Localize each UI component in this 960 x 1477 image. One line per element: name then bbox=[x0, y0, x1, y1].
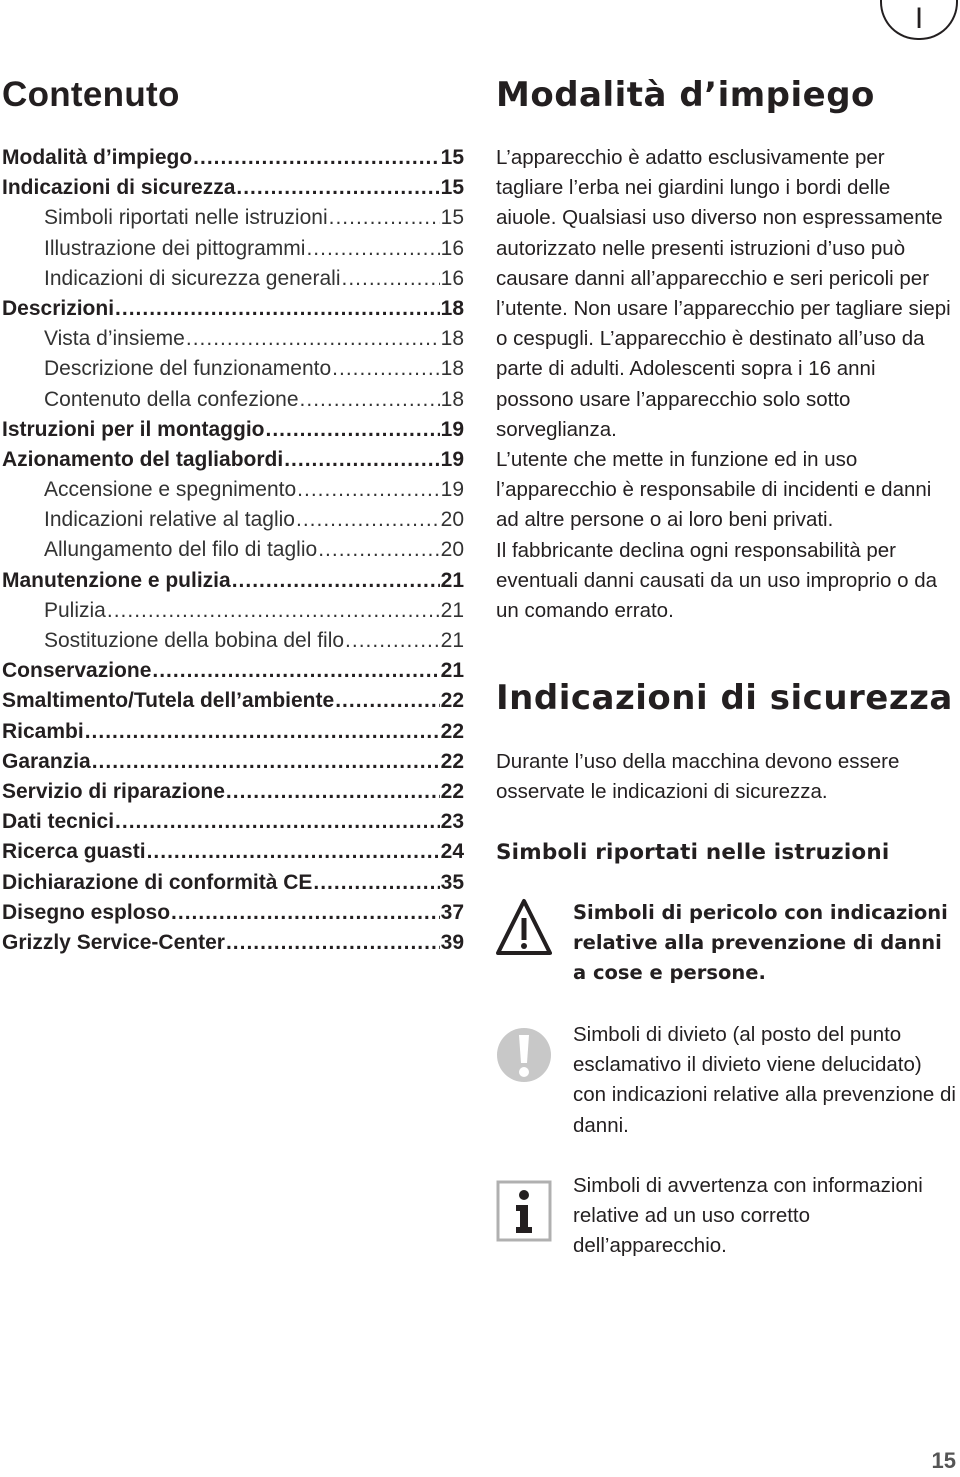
toc-entry-page: 18 bbox=[440, 296, 464, 320]
toc-entry bbox=[2, 475, 464, 505]
toc-entry bbox=[2, 173, 464, 203]
symbol-info-text: Simboli di avvertenza con informazioni relative ad un uso corretto dell’apparecchio. bbox=[573, 1174, 923, 1258]
toc-entry bbox=[2, 656, 464, 686]
toc-entry-page: 15 bbox=[440, 206, 464, 230]
toc-entry-label: Pulizia bbox=[44, 598, 106, 622]
usage-title: Modalità d’impiego bbox=[496, 75, 875, 115]
usage-disclaimer-paragraph: Il fabbricante declina ogni responsabilità per eventuali danni causati da un uso improprio o da un comando errato. bbox=[496, 539, 938, 623]
toc-entry-page: 23 bbox=[440, 810, 464, 834]
toc-leader-dots bbox=[297, 475, 439, 505]
toc-entry-page: 20 bbox=[440, 508, 464, 532]
toc-leader-dots bbox=[266, 415, 440, 445]
toc-leader-dots bbox=[236, 173, 439, 203]
toc-entry-page: 22 bbox=[440, 779, 464, 803]
toc-entry-label: Conservazione bbox=[2, 659, 152, 683]
toc-entry-label: Disegno esploso bbox=[2, 900, 171, 924]
toc-leader-dots bbox=[115, 807, 440, 837]
toc-entry bbox=[2, 324, 464, 354]
toc-leader-dots bbox=[107, 596, 440, 626]
toc-list bbox=[2, 143, 464, 958]
info-icon bbox=[496, 1180, 552, 1242]
toc-entry bbox=[2, 445, 464, 475]
toc-entry-page: 16 bbox=[440, 266, 464, 290]
toc-leader-dots bbox=[284, 445, 439, 475]
toc-entry-label: Ricambi bbox=[2, 719, 84, 743]
toc-entry-page: 39 bbox=[440, 930, 464, 954]
toc-leader-dots bbox=[300, 385, 440, 415]
toc-leader-dots bbox=[313, 868, 439, 898]
toc-entry bbox=[2, 626, 464, 656]
toc-entry bbox=[2, 747, 464, 777]
usage-paragraph: L’apparecchio è adatto esclusivamente per tagliare l’erba nei giardini lungo i bordi delle aiuole. Qualsiasi uso diverso non espressamente autorizzato nelle presenti istruzioni d’uso può causare danni all’apparecchio e seri pericoli per l’utente. Non usare l’apparecchio per tagliare siepi o cespugli. L’apparecchio è destinato all’uso da parte di adulti. Adolescenti sopra i 16 anni possono usare l’apparecchio solo sotto sorveglianza. bbox=[496, 146, 951, 441]
toc-entry-page: 18 bbox=[440, 327, 464, 351]
toc-leader-dots bbox=[335, 686, 439, 716]
toc-entry bbox=[2, 264, 464, 294]
toc-entry-label: Servizio di riparazione bbox=[2, 779, 225, 803]
toc-entry-label: Indicazioni di sicurezza generali bbox=[44, 266, 341, 290]
toc-entry-label: Contenuto della confezione bbox=[44, 387, 299, 411]
toc-entry-page: 21 bbox=[440, 659, 464, 683]
safety-title: Indicazioni di sicurezza bbox=[496, 678, 953, 718]
toc-entry-label: Allungamento del filo di taglio bbox=[44, 538, 318, 562]
toc-entry-label: Simboli riportati nelle istruzioni bbox=[44, 206, 328, 230]
toc-entry-page: 15 bbox=[440, 176, 464, 200]
toc-leader-dots bbox=[345, 626, 440, 656]
toc-entry-label: Sostituzione della bobina del filo bbox=[44, 629, 345, 652]
toc-entry-label: Descrizione del funzionamento bbox=[44, 357, 332, 381]
toc-entry bbox=[2, 596, 464, 626]
toc-entry bbox=[2, 143, 464, 173]
symbol-prohibition-text: Simboli di divieto (al posto del punto esclamativo il divieto viene delucidato) con indicazioni relative alla prevenzione di danni. bbox=[573, 1023, 956, 1137]
toc-entry bbox=[2, 234, 464, 264]
toc-entry-page: 19 bbox=[440, 417, 464, 441]
toc-entry-page: 21 bbox=[440, 629, 464, 652]
toc-leader-dots bbox=[226, 928, 440, 958]
toc-entry bbox=[2, 535, 464, 565]
toc-leader-dots bbox=[147, 837, 440, 867]
toc-title: Contenuto bbox=[2, 75, 180, 114]
toc-entry-page: 21 bbox=[440, 598, 464, 622]
toc-entry-label: Azionamento del tagliabordi bbox=[2, 447, 284, 471]
symbol-danger-text: Simboli di pericolo con indicazioni relative alla prevenzione di danni a cose e persone. bbox=[573, 901, 948, 985]
toc-entry-label: Indicazioni relative al taglio bbox=[44, 508, 295, 532]
toc-entry-page: 21 bbox=[440, 568, 464, 592]
toc-entry bbox=[2, 717, 464, 747]
toc-entry-label: Accensione e spegnimento bbox=[44, 478, 297, 502]
language-badge: I bbox=[880, 0, 958, 40]
toc-entry-page: 18 bbox=[440, 357, 464, 381]
toc-entry-page: 24 bbox=[440, 840, 464, 864]
toc-entry bbox=[2, 928, 464, 958]
toc-leader-dots bbox=[342, 264, 440, 294]
toc-entry-page: 16 bbox=[440, 236, 464, 260]
warning-triangle-icon bbox=[496, 898, 552, 958]
toc-entry bbox=[2, 686, 464, 716]
toc-entry bbox=[2, 203, 464, 233]
toc-leader-dots bbox=[152, 656, 439, 686]
toc-leader-dots bbox=[232, 566, 440, 596]
safety-paragraph: Durante l’uso della macchina devono essere osservate le indicazioni di sicurezza. bbox=[496, 750, 900, 804]
toc-entry-label: Dati tecnici bbox=[2, 810, 115, 834]
toc-entry-page: 20 bbox=[440, 538, 464, 562]
toc-leader-dots bbox=[85, 717, 440, 747]
toc-leader-dots bbox=[329, 203, 440, 233]
toc-leader-dots bbox=[171, 898, 440, 928]
toc-entry-label: Modalità d’impiego bbox=[2, 146, 193, 169]
toc-entry-page: 22 bbox=[440, 719, 464, 743]
toc-leader-dots bbox=[115, 294, 440, 324]
toc-entry-label: Smaltimento/Tutela dell’ambiente bbox=[2, 689, 335, 713]
symbols-subtitle: Simboli riportati nelle istruzioni bbox=[496, 840, 890, 865]
toc-entry-label: Garanzia bbox=[2, 749, 91, 773]
toc-leader-dots bbox=[193, 143, 439, 173]
toc-entry bbox=[2, 837, 464, 867]
toc-entry bbox=[2, 868, 464, 898]
toc-entry-label: Grizzly Service-Center bbox=[2, 930, 225, 954]
toc-entry bbox=[2, 354, 464, 384]
toc-entry bbox=[2, 415, 464, 445]
toc-entry bbox=[2, 566, 464, 596]
toc-entry-label: Illustrazione dei pittogrammi bbox=[44, 236, 306, 260]
toc-leader-dots bbox=[332, 354, 439, 384]
toc-entry-page: 37 bbox=[440, 900, 464, 924]
toc-entry-page: 19 bbox=[440, 447, 464, 471]
toc-entry bbox=[2, 777, 464, 807]
toc-entry bbox=[2, 294, 464, 324]
toc-entry bbox=[2, 807, 464, 837]
toc-entry bbox=[2, 385, 464, 415]
toc-entry bbox=[2, 505, 464, 535]
toc-entry bbox=[2, 898, 464, 928]
usage-responsibility-paragraph: L’utente che mette in funzione ed in uso l’apparecchio è responsabile di incidenti e danni ad altre persone o ai loro beni privati. bbox=[496, 448, 932, 532]
toc-entry-label: Istruzioni per il montaggio bbox=[2, 417, 265, 441]
toc-entry-page: 18 bbox=[440, 387, 464, 411]
toc-entry-label: Indicazioni di sicurezza bbox=[2, 176, 236, 200]
toc-leader-dots bbox=[186, 324, 440, 354]
toc-entry-page: 35 bbox=[440, 870, 464, 894]
toc-entry-page: 22 bbox=[440, 749, 464, 773]
toc-leader-dots bbox=[306, 234, 439, 264]
toc-entry-label: Manutenzione e pulizia bbox=[2, 568, 231, 592]
prohibition-exclamation-icon bbox=[496, 1026, 552, 1084]
toc-entry-label: Dichiarazione di conformità CE bbox=[2, 870, 313, 894]
page-number: 15 bbox=[931, 1448, 956, 1473]
toc-leader-dots bbox=[318, 535, 439, 565]
toc-entry-label: Vista d’insieme bbox=[44, 327, 185, 351]
toc-entry-label: Ricerca guasti bbox=[2, 840, 146, 864]
toc-entry-page: 15 bbox=[440, 146, 464, 169]
toc-entry-page: 19 bbox=[440, 478, 464, 502]
toc-leader-dots bbox=[92, 747, 440, 777]
toc-entry-page: 22 bbox=[440, 689, 464, 713]
toc-leader-dots bbox=[296, 505, 440, 535]
toc-leader-dots bbox=[226, 777, 440, 807]
toc-entry-label: Descrizioni bbox=[2, 296, 115, 320]
